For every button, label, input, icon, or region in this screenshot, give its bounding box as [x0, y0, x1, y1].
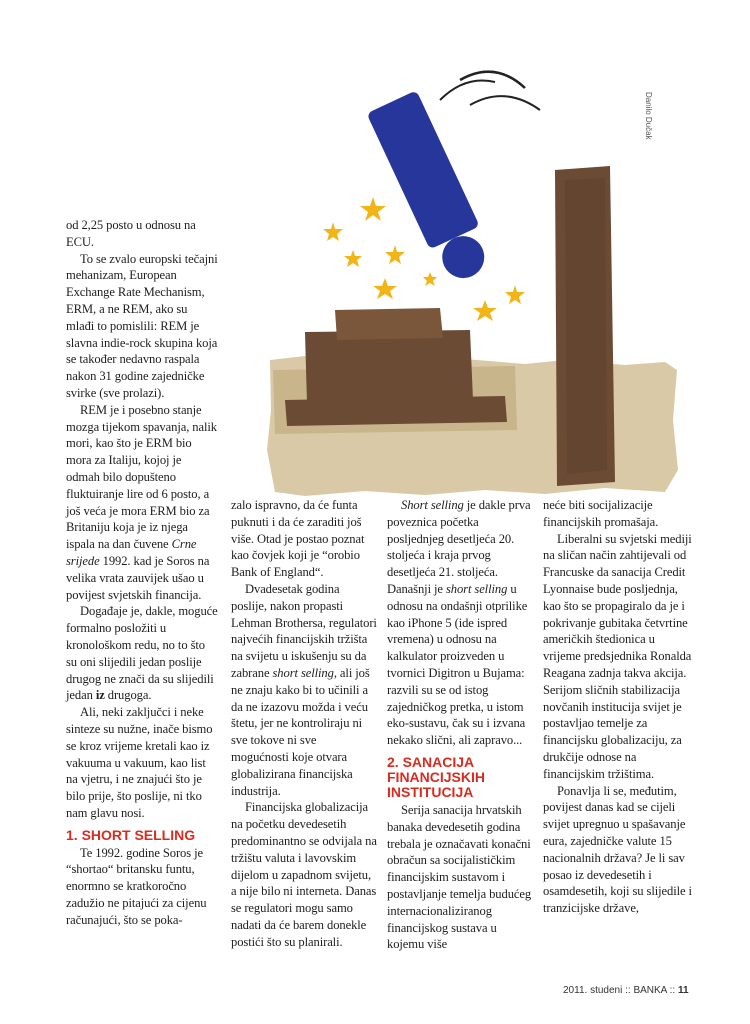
footer-magazine: BANKA: [633, 985, 667, 996]
paragraph: Dvadesetak godina poslije, nakon propasti Lehman Brothersa, regulatori najvećih financijskih tržišta na svijetu u iskušenju su da zabrane short selling, ali još ne znaju kako bi to učinili a da ne izazovu možda i veću štetu, jer ne kontroliraju ni sve tokove ni sve mogućnosti koje otvara globalizirana financijska industrija.: [231, 581, 377, 798]
footer-year: 2011.: [563, 985, 588, 996]
section-heading: 2. SANACIJA FINANCIJSKIH INSTITUCIJA: [387, 753, 486, 800]
pedestal-top: [335, 308, 443, 340]
photo-credit: Danilo Dučak: [644, 92, 653, 140]
motion-line: [470, 96, 540, 110]
illustration: [265, 70, 685, 500]
star-icon: [473, 300, 497, 321]
paragraph: Liberalni su svjetski mediji na sličan način zahtijevali od Francuske da sanacija Credit Lyonnaise bude posljednja, kao što se propagiralo da je i pokrivanje gubitaka četvrtine američkih štedionica u vrijeme predsjednika Ronalda Reagana zadnja takva akcija. Serijom sličnih stabilizacija novčanih institucija svijet je postavljao temelje za financijsku globalizaciju, za drukčije odnose na financijskim tržištima.: [543, 531, 692, 781]
paragraph: Događaje je, dakle, moguće formalno posložiti u kronološkom redu, no to što su oni slijedili jedan poslije drugog ne znači da su slijedili jedan iz drugoga.: [66, 604, 218, 703]
footer-separator: ::: [669, 985, 676, 996]
section-heading: 1. SHORT SELLING: [66, 826, 196, 843]
paragraph: REM je i posebno stanje mozga tijekom spavanja, nalik mori, kao što je ERM bio mora za Italiju, kojoj je odmah bilo dopušteno fluktuiranje lire od 6 posto, a još veća je mora ERM bio za Britaniju koja je iz njega ispala na dan čuvene Crne srijede 1992. kad je Soros na velika vrata zauvijek ušao u povijest svjetskih financija.: [66, 402, 217, 602]
figure-body: [367, 90, 480, 249]
page-footer: [563, 985, 689, 996]
star-icon: [360, 197, 386, 221]
paragraph: To se zvalo europski tečajni mehanizam, European Exchange Rate Mechanism, ERM, a ne REM, ako su mlađi to pomislili: REM je slavna indie-rock skupina koja se također nedavno raspala nakon 31 godine zajedničke svirke (sve prolazi).: [66, 251, 218, 400]
pedestal-mid: [305, 330, 473, 404]
article-column-3: [387, 497, 533, 953]
paragraph: zalo ispravno, da će funta puknuti i da će zaraditi još više. Otad je postao poznat kao čovjek koji je “orobio Bank of England“.: [231, 498, 365, 580]
star-icon: [505, 285, 525, 304]
star-icon: [323, 222, 343, 241]
pedestal-base-dark: [285, 396, 507, 426]
article-column-4: [543, 497, 695, 917]
paragraph: Short selling je dakle prva poveznica početka posljednjeg desetljeća 20. stoljeća i kraja prvog desetljeća 21. stoljeća. Današnji je short selling u odnosu na ondašnji otprilike kao iPhone 5 (ide ispred vremena) u odnosu na kalkulator proizveden u tvornici Digitron u Bujama: razvili su se od istog zajedničkog pretka, u istom eko-sustavu, čak su i izvana nekako slični, ali zapravo...: [387, 498, 531, 748]
paragraph: Ali, neki zaključci i neke sinteze su nužne, inače bismo se kroz vrijeme kretali kao iz vakuuma u vakuum, kao list na vjetru, i ne znajući što je bilo prije, što poslije, ni tko nam glavu nosi.: [66, 705, 213, 820]
page-number: 11: [677, 985, 689, 996]
falling-figure: [367, 90, 498, 287]
star-icon: [385, 245, 405, 264]
footer-separator: ::: [625, 985, 631, 996]
tower-shade: [565, 178, 607, 474]
paragraph: Ponavlja li se, međutim, povijest danas kad se cijeli svijet upregnuo u spašavanje eura, zajedničke valute 15 nacionalnih država? Je li sav posao iz devedesetih i osamdesetih, koji su slijedile i tranzicijske države,: [543, 783, 692, 916]
paragraph: od 2,25 posto u odnosu na ECU.: [66, 218, 196, 249]
paragraph: Financijska globalizacija na početku devedesetih predominantno se odvijala na tržištu valuta i lavovskim dijelom u zapadnom svijetu, a nije bilo ni interneta. Danas se regulatori mogu samo nadati da će barem donekle postići što su planirali.: [231, 800, 377, 949]
star-icon: [344, 250, 362, 267]
paragraph: Serija sanacija hrvatskih banaka devedesetih godina trebala je označavati konačni obračun sa socijalističkim financijskim sustavom i postavljanje temelja budućeg internacionaliziranog financijskog sustava u kojemu više: [387, 802, 532, 952]
article-column-1: [66, 217, 218, 929]
footer-month: studeni: [590, 985, 623, 996]
paragraph: Te 1992. godine Soros je “shortao“ britansku funtu, enormno se kratkoročno zadužio ne pitajući za cijenu računajući, što se poka-: [66, 845, 207, 927]
article-column-2: [231, 497, 377, 951]
illustration-graphic: [265, 70, 685, 500]
paragraph: neće biti socijalizacije financijskih promašaja.: [543, 498, 659, 529]
motion-line: [460, 72, 525, 88]
star-icon: [423, 272, 437, 286]
star-icon: [373, 278, 397, 299]
